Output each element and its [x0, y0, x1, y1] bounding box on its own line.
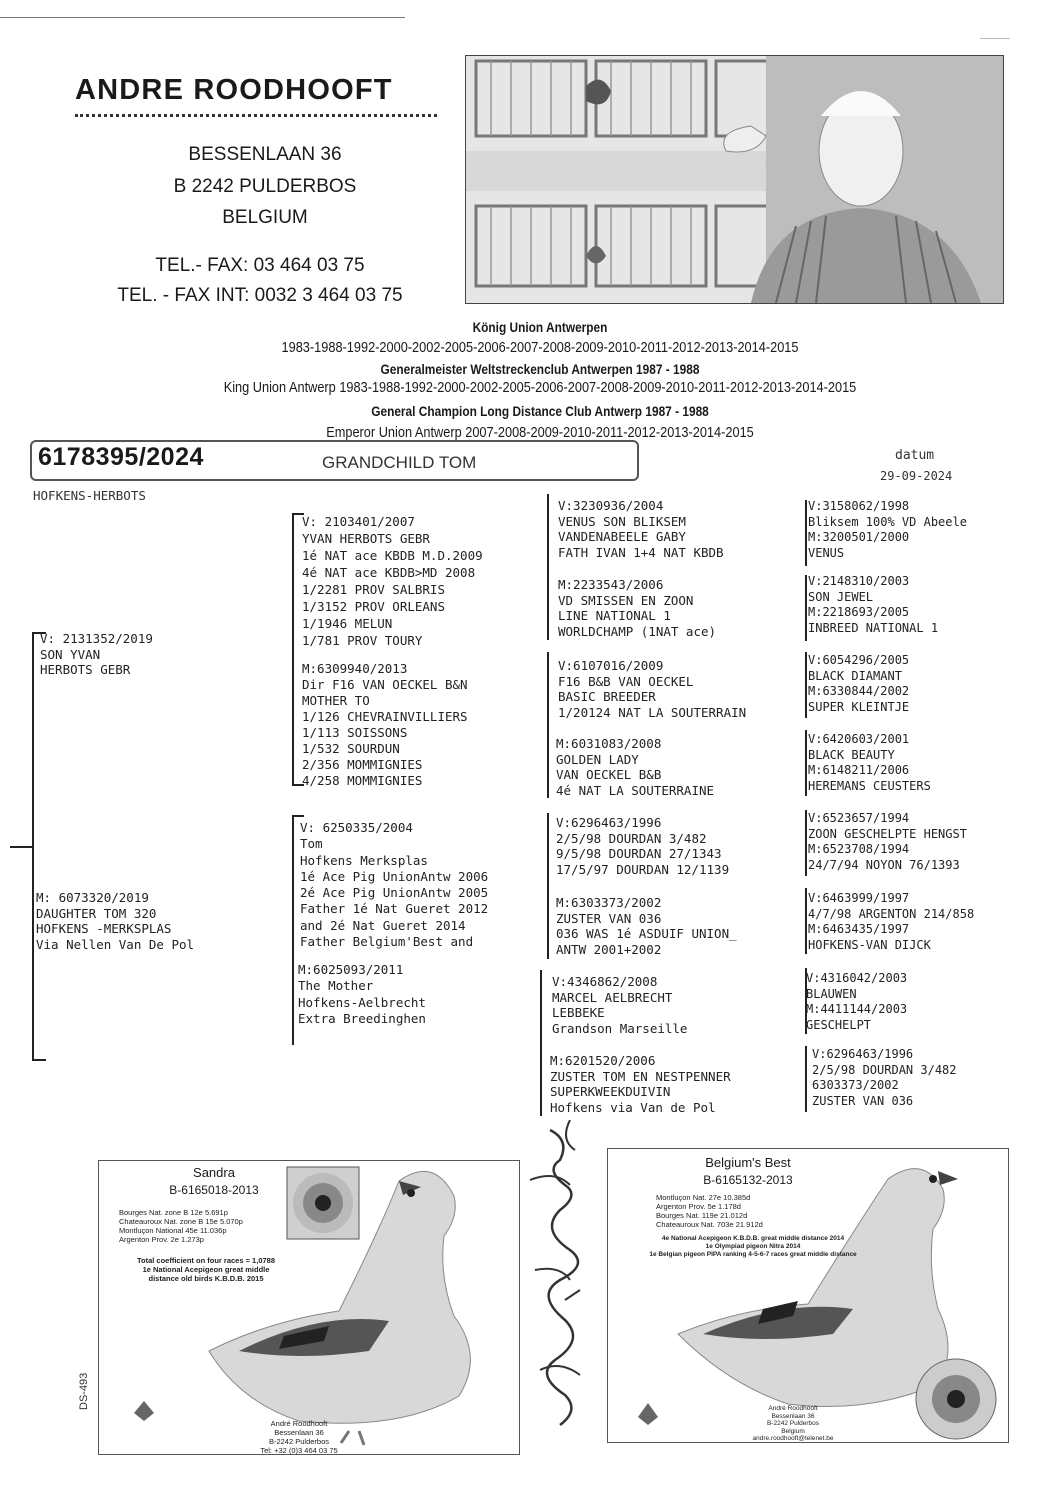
gen2-vv-line6: 1/1946 MELUN: [302, 616, 393, 631]
gen3-6-l1: ZUSTER VAN 036: [556, 910, 662, 926]
gen1-father-line2: HERBOTS GEBR: [40, 662, 131, 678]
card-sandra-name: Sandra: [193, 1165, 235, 1180]
gen3-1-ring: V:3230936/2004: [558, 498, 664, 513]
gen3-8-l2: SUPERKWEEKDUIVIN: [550, 1084, 671, 1100]
title-generalmeister: Generalmeister Weltstreckenclub Antwerpen 1987 - 1988: [380, 362, 700, 377]
bracket-gen4-3: [805, 652, 807, 718]
gen1-mother-line2: HOFKENS -MERKSPLAS: [36, 921, 172, 937]
gen2-vv-ring: V: 2103401/2007: [302, 514, 415, 529]
datum-label: datum: [895, 448, 935, 463]
title-general-champion: General Champion Long Distance Club Antwerp 1987 - 1988: [371, 404, 709, 419]
gen1-mother-line3: Via Nellen Van De Pol: [36, 936, 195, 952]
card-sandra-results: Bourges Nat. zone B 12e 5.691p Chateauroux Nat. zone B 15e 5.070p Montluçon National 45e 11.036p Argenton Prov. 2e 1.273p: [119, 1208, 243, 1244]
title-konig-union: König Union Antwerpen: [472, 320, 608, 335]
gen4-8-l1: 2/5/98 DOURDAN 3/482: [812, 1062, 957, 1077]
gen3-6-l3: ANTW 2001+2002: [556, 941, 662, 957]
gen1-father-line1: SON YVAN: [40, 646, 101, 662]
gen3-6: [556, 895, 737, 957]
card-belgiums-best: [607, 1148, 1009, 1443]
bracket-gen4-1: [805, 500, 807, 566]
datum-value: 29-09-2024: [880, 469, 953, 483]
gen4-7-l1: BLAUWEN: [806, 986, 857, 1001]
gen2-vm-line5: 1/532 SOURDUN: [302, 741, 400, 756]
bracket-gen1-bottom: [32, 1059, 46, 1061]
gen4-6: [808, 891, 974, 953]
address-city: B 2242 PULDERBOS: [173, 176, 357, 197]
gen4-6-ring: V:6463999/1997: [808, 891, 910, 905]
gen3-5-l2: 9/5/98 DOURDAN 27/1343: [556, 846, 722, 862]
bracket-gen1: [32, 632, 34, 1060]
gen3-2-l1: VD SMISSEN EN ZOON: [558, 592, 694, 608]
gen3-4-l2: VAN OECKEL B&B: [556, 767, 662, 783]
bracket-gen4-5: [805, 810, 807, 876]
gen2-vv-line2: 1é NAT ace KBDB M.D.2009: [302, 548, 483, 563]
gen4-6-l1: 4/7/98 ARGENTON 214/858: [808, 906, 975, 921]
bracket-gen2-mother-top: [292, 815, 304, 817]
gen4-5-l2: M:6523708/1994: [808, 842, 910, 857]
bracket-gen4-2: [805, 575, 807, 641]
gen2-vm-line7: 4/258 MOMMIGNIES: [302, 773, 423, 788]
gen2-mm: [298, 962, 426, 1027]
card-bb-notes: 4e National Acepigeon K.B.D.B. great middle distance 2014 1e Olympiad pigeon Nitra 2014 1e Belgian pigeon PIPA ranking 4-5-6-7 races great middle distance: [649, 1235, 857, 1258]
gen4-7: [806, 971, 907, 1033]
gen4-3-ring: V:6054296/2005: [808, 653, 910, 667]
gen4-1-l2: M:3200501/2000: [808, 530, 910, 545]
gen4-4-l2: M:6148211/2006: [808, 763, 910, 778]
bracket-gen3-3: [547, 813, 549, 959]
bracket-gen3-2: [547, 652, 549, 798]
gen3-5: [556, 815, 729, 877]
gen4-5: [808, 811, 967, 873]
card-bb-footer: André Roodhooft Bessenlaan 36 B-2242 Pulderbos Belgium andre.roodhooft@telenet.be: [752, 1405, 834, 1442]
gen3-3-l1: F16 B&B VAN OECKEL: [558, 673, 694, 689]
gen4-4-l1: BLACK BEAUTY: [808, 747, 895, 762]
card-sandra-notes: Total coefficient on four races = 1,0788 1e National Acepigeon great middle distance old birds K.B.D.B. 2015: [136, 1256, 276, 1283]
gen3-3-ring: V:6107016/2009: [558, 658, 664, 673]
gen3-3: [558, 658, 746, 720]
gen3-2: [558, 577, 716, 639]
gen4-5-ring: V:6523657/1994: [808, 811, 910, 825]
gen3-4-ring: M:6031083/2008: [556, 736, 662, 751]
gen4-2: [808, 574, 938, 636]
gen2-mm-line1: The Mother: [298, 978, 374, 994]
gen3-5-l3: 17/5/97 DOURDAN 12/1139: [556, 861, 730, 877]
root-connector: [10, 846, 32, 848]
gen3-8-l1: ZUSTER TOM EN NESTPENNER: [550, 1068, 731, 1084]
gen2-mv-line7: Father Belgium'Best and: [300, 934, 474, 950]
gen2-vm: [302, 661, 468, 789]
gen2-vm-line1: Dir F16 VAN OECKEL B&N: [302, 677, 468, 692]
gen1-father-ring: V: 2131352/2019: [40, 631, 153, 646]
gen2-mm-line2: Hofkens-Aelbrecht: [298, 994, 426, 1010]
gen2-vv-line5: 1/3152 PROV ORLEANS: [302, 599, 445, 614]
top-right-mark: [980, 38, 1010, 39]
gen4-7-ring: V:4316042/2003: [806, 971, 908, 985]
gen3-1-l2: VANDENABEELE GABY: [558, 529, 686, 545]
gen4-6-l2: M:6463435/1997: [808, 922, 910, 937]
gen4-1-l3: VENUS: [808, 545, 845, 560]
gen4-1: [808, 499, 967, 561]
gen3-4: [556, 736, 714, 798]
bracket-gen4-4: [805, 730, 807, 796]
gen2-vv-line3: 4é NAT ace KBDB>MD 2008: [302, 565, 476, 580]
breeder-name: ANDRE ROODHOOFT: [75, 74, 393, 106]
gen2-mm-line3: Extra Breedinghen: [298, 1010, 426, 1026]
gen4-2-l1: SON JEWEL: [808, 589, 874, 604]
gen3-3-l3: 1/20124 NAT LA SOUTERRAIN: [558, 704, 747, 720]
gen3-4-l1: GOLDEN LADY: [556, 751, 639, 767]
gen3-7-l3: Grandson Marseille: [552, 1020, 688, 1036]
gen2-mv-line1: Tom: [300, 836, 323, 852]
pigeon-sandra-illustration: [99, 1161, 519, 1454]
gen4-5-l1: ZOON GESCHELPTE HENGST: [808, 826, 967, 841]
gen1-father: [40, 631, 153, 678]
gen3-1-l3: FATH IVAN 1+4 NAT KBDB: [558, 544, 724, 560]
gen2-vm-line6: 2/356 MOMMIGNIES: [302, 757, 423, 772]
gen2-vv: [302, 513, 483, 649]
breeder-photo: [465, 55, 1004, 304]
gen4-2-l3: INBREED NATIONAL 1: [808, 620, 939, 635]
gen4-4-l3: HEREMANS CEUSTERS: [808, 778, 931, 793]
bracket-gen2-mother: [292, 815, 294, 1045]
bracket-gen4-6: [805, 888, 807, 954]
gen4-3-l3: SUPER KLEINTJE: [808, 699, 910, 714]
gen2-mv-line3: 1é Ace Pig UnionAntw 2006: [300, 868, 489, 884]
card-sandra-footer: André Roodhooft Bessenlaan 36 B-2242 Pulderbos Tel: +32 (0)3 464 03 75: [260, 1419, 338, 1455]
phone-fax: TEL.- FAX: 03 464 03 75: [155, 255, 365, 276]
gen4-5-l3: 24/7/94 NOYON 76/1393: [808, 857, 960, 872]
pigeon-breeder: HOFKENS-HERBOTS: [33, 488, 146, 503]
gen1-mother-line1: DAUGHTER TOM 320: [36, 905, 157, 921]
top-rule: [0, 17, 405, 18]
handwritten-signature: [510, 1120, 600, 1440]
gen2-mv: [300, 820, 488, 950]
gen4-8: [812, 1047, 957, 1109]
gen2-mv-line2: Hofkens Merksplas: [300, 852, 428, 868]
gen3-2-ring: M:2233543/2006: [558, 577, 664, 592]
gen3-1: [558, 498, 724, 560]
title-years-1: 1983-1988-1992-2000-2002-2005-2006-2007-2008-2009-2010-2011-2012-2013-2014-2015: [281, 340, 799, 356]
gen3-7-ring: V:4346862/2008: [552, 974, 658, 989]
margin-code: DS-493: [78, 1372, 90, 1410]
gen1-mother: [36, 890, 194, 952]
bracket-gen4-8: [805, 1046, 807, 1112]
gen2-vv-line7: 1/781 PROV TOURY: [302, 633, 423, 648]
gen4-3-l2: M:6330844/2002: [808, 684, 910, 699]
card-sandra-ring: B-6165018-2013: [169, 1183, 259, 1197]
gen4-4: [808, 732, 931, 794]
card-bb-ring: B-6165132-2013: [703, 1173, 793, 1187]
gen2-vm-ring: M:6309940/2013: [302, 661, 408, 676]
gen4-2-l2: M:2218693/2005: [808, 605, 910, 620]
gen4-2-ring: V:2148310/2003: [808, 574, 910, 588]
gen4-4-ring: V:6420603/2001: [808, 732, 910, 746]
loft-photo-illustration: [466, 56, 1003, 303]
gen3-7-l1: MARCEL AELBRECHT: [552, 989, 673, 1005]
ring-number: 6178395/2024: [38, 443, 204, 471]
gen4-8-ring: V:6296463/1996: [812, 1047, 914, 1061]
gen4-7-l3: GESCHELPT: [806, 1017, 872, 1032]
bracket-gen3-4: [540, 970, 542, 1116]
title-emperor-union: Emperor Union Antwerp 2007-2008-2009-2010-2011-2012-2013-2014-2015: [326, 425, 754, 441]
gen3-4-l3: 4é NAT LA SOUTERRAINE: [556, 782, 715, 798]
gen3-8-l3: Hofkens via Van de Pol: [550, 1099, 716, 1115]
gen4-7-l2: M:4411144/2003: [806, 1002, 908, 1017]
gen2-vv-line4: 1/2281 PROV SALBRIS: [302, 582, 445, 597]
gen4-6-l3: HOFKENS-VAN DIJCK: [808, 937, 931, 952]
title-king-union: King Union Antwerp 1983-1988-1992-2000-2002-2005-2006-2007-2008-2009-2010-2011-2012-2013-2014-2015: [223, 380, 857, 396]
gen2-mm-ring: M:6025093/2011: [298, 962, 404, 977]
gen2-vv-line1: YVAN HERBOTS GEBR: [302, 531, 430, 546]
gen2-mv-line6: and 2é Nat Gueret 2014: [300, 917, 466, 933]
gen4-8-l3: ZUSTER VAN 036: [812, 1093, 914, 1108]
gen4-1-l1: Bliksem 100% VD Abeele: [808, 514, 967, 529]
gen2-vm-line4: 1/113 SOISSONS: [302, 725, 408, 740]
bracket-gen2-father: [292, 513, 294, 785]
gen3-7: [552, 974, 687, 1036]
card-bb-name: Belgium's Best: [705, 1155, 791, 1170]
card-sandra: [98, 1160, 520, 1455]
gen4-1-ring: V:3158062/1998: [808, 499, 910, 513]
gen3-2-l2: LINE NATIONAL 1: [558, 608, 671, 624]
gen3-8: [550, 1053, 731, 1115]
gen2-vm-line2: MOTHER TO: [302, 693, 370, 708]
pigeon-name: GRANDCHILD TOM: [322, 453, 477, 472]
address-country: BELGIUM: [222, 207, 308, 228]
address-street: BESSENLAAN 36: [188, 144, 342, 165]
gen3-1-l1: VENUS SON BLIKSEM: [558, 513, 686, 529]
gen2-mv-line5: Father 1é Nat Gueret 2012: [300, 901, 489, 917]
gen4-3-l1: BLACK DIAMANT: [808, 668, 902, 683]
gen1-mother-ring: M: 6073320/2019: [36, 890, 149, 905]
gen3-5-l1: 2/5/98 DOURDAN 3/482: [556, 830, 707, 846]
gen2-vm-line3: 1/126 CHEVRAINVILLIERS: [302, 709, 468, 724]
gen3-5-ring: V:6296463/1996: [556, 815, 662, 830]
gen3-6-ring: M:6303373/2002: [556, 895, 662, 910]
bracket-gen3-1: [547, 494, 549, 640]
gen3-7-l2: LEBBEKE: [552, 1005, 605, 1021]
gen4-8-l2: 6303373/2002: [812, 1078, 899, 1093]
gen2-mv-ring: V: 6250335/2004: [300, 820, 413, 835]
gen2-mv-line4: 2é Ace Pig UnionAntw 2005: [300, 885, 489, 901]
gen3-6-l2: 036 WAS 1é ASDUIF UNION_: [556, 926, 737, 942]
phone-fax-international: TEL. - FAX INT: 0032 3 464 03 75: [117, 285, 403, 306]
card-bb-results: Montluçon Nat. 27e 10.385d Argenton Prov. 5e 1.178d Bourges Nat. 119e 21.012d Chateauroux Nat. 703e 21.912d: [656, 1193, 763, 1229]
gen4-3: [808, 653, 909, 715]
gen3-8-ring: M:6201520/2006: [550, 1053, 656, 1068]
gen3-2-l3: WORLDCHAMP (1NAT ace): [558, 623, 717, 639]
gen3-3-l2: BASIC BREEDER: [558, 689, 656, 705]
dotted-divider: [75, 114, 437, 117]
